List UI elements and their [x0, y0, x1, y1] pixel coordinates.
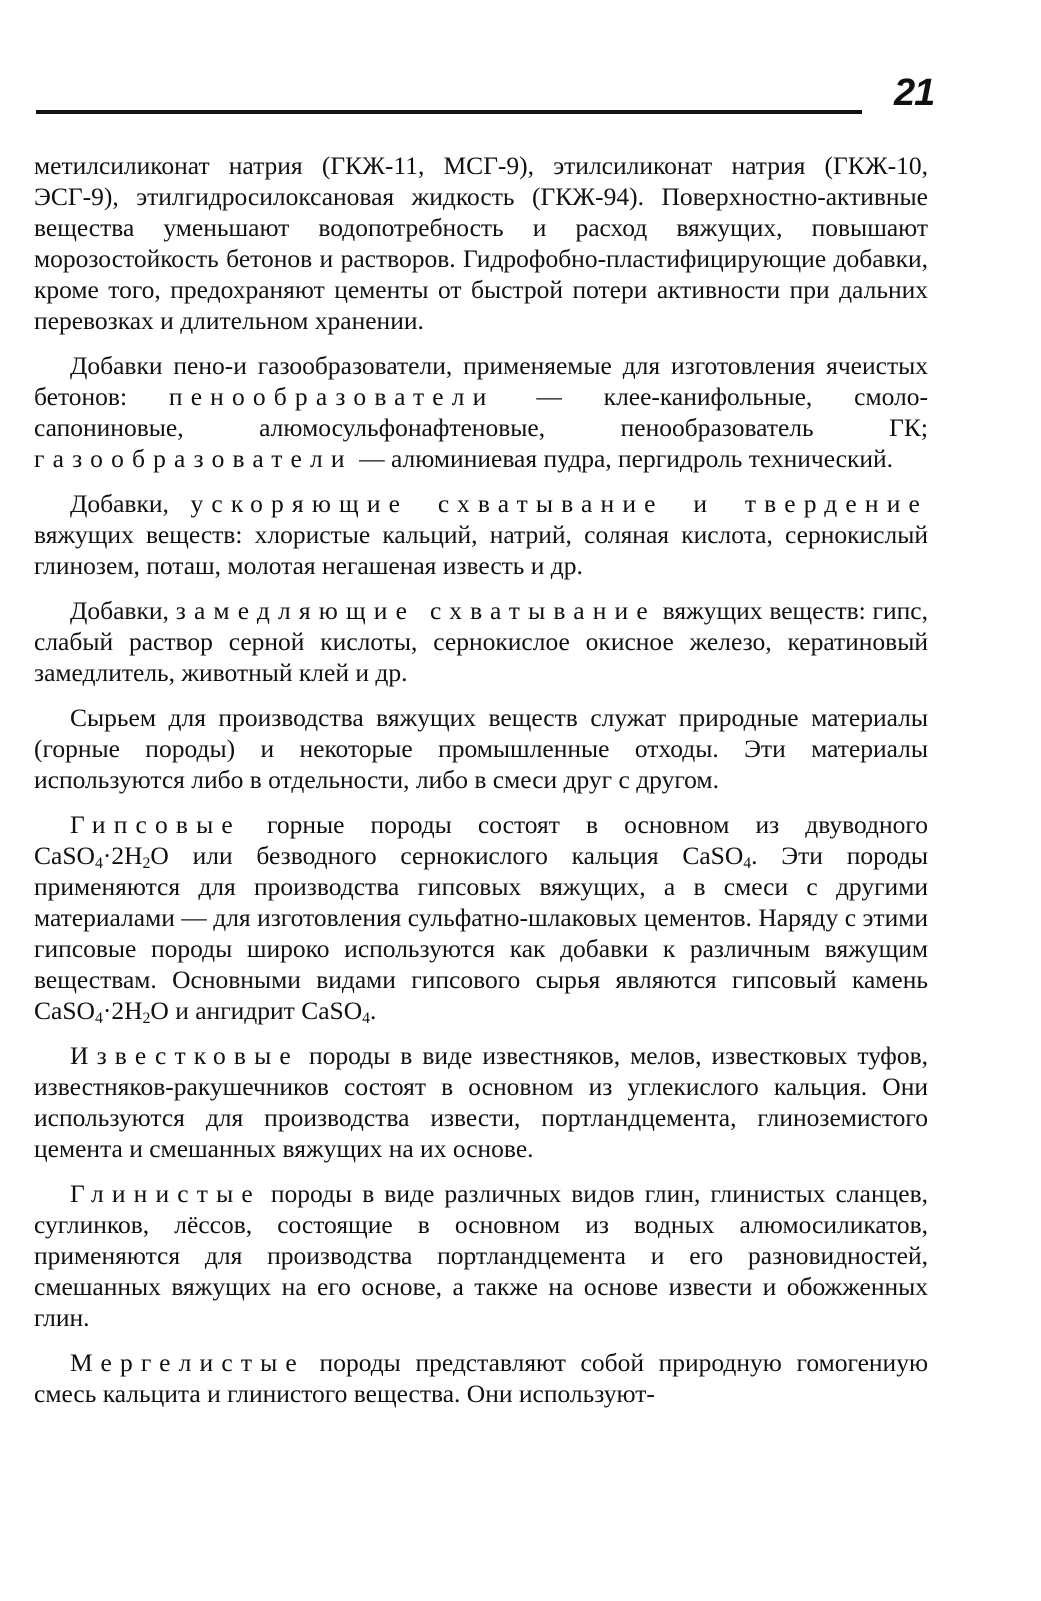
paragraph-2 — [34, 350, 928, 474]
subscript: 4 — [362, 1009, 371, 1027]
text-run: Добавки, — [70, 489, 191, 518]
paragraph-6 — [34, 809, 928, 1026]
paragraph-4 — [34, 595, 928, 688]
text-run: . Эти породы применяются для производства гипсовых вяжущих, а в смеси с другими материалами — для изготовления сульфатно-шлаковых цементов. Наряду с этими гипсовые породы широко используются как добавки к различным вяжущим веществам. Основными видами гипсового сырья являются гипсовый камень CaSO — [34, 841, 928, 1025]
paragraph-5 — [34, 702, 928, 795]
text-run: Добавки пено-и газообразователи, применяемые для изготовления ячеистых бетонов: — [34, 351, 928, 411]
text-run: ·2H — [102, 841, 143, 870]
subscript: 4 — [743, 854, 752, 872]
text-run: вяжущих веществ: гипс, слабый раствор серной кислоты, сернокислое окисное железо, кератиновый замедлитель, животный клей и др. — [34, 596, 928, 687]
subscript: 2 — [142, 1009, 151, 1027]
page-header — [36, 70, 936, 120]
spaced-term: Известковые — [70, 1041, 299, 1070]
paragraph-1 — [34, 150, 928, 336]
text-run: O или безводного сернокислого кальция CaSO — [150, 841, 744, 870]
subscript: 2 — [142, 854, 151, 872]
paragraph-8 — [34, 1178, 928, 1333]
spaced-term: пенообразователи — [168, 382, 495, 411]
text-run: Добавки, — [70, 596, 176, 625]
text-run: породы в виде различных видов глин, глинистых сланцев, суглинков, лёссов, состоящие в основном из водных алюмосиликатов, применяются для производства портландцемента и его разновидностей, смешанных вяжущих на его основе, а также на основе извести и обожженных глин. — [34, 1179, 928, 1332]
text-run: — клее-канифольные, смоло-сапониновые, алюмосульфонафтеновые, пенообразователь ГК; — [34, 382, 928, 442]
text-run: . — [370, 996, 377, 1025]
text-run: горные породы состоят в основном из двуводного CaSO — [34, 810, 928, 870]
paragraph-9 — [34, 1347, 928, 1409]
text-body — [34, 150, 928, 1423]
text-run: вяжущих веществ: хлористые кальций, натрий, соляная кислота, сернокислый глинозем, поташ, молотая негашеная известь и др. — [34, 520, 928, 580]
text-run: метилсиликонат натрия (ГКЖ-11, МСГ-9), этилсиликонат натрия (ГКЖ-10, ЭСГ-9), этилгидросилоксановая жидкость (ГКЖ-94). Поверхностно-активные вещества уменьшают водопотребность и расход вяжущих, повышают морозостойкость бетонов и растворов. Гидрофобно-пластифицирующие добавки, кроме того, предохраняют цементы от быстрой потери активности при дальних перевозках и длительном хранении. — [34, 151, 928, 335]
text-run: породы в виде известняков, мелов, известковых туфов, известняков-ракушечников состоят в основном из углекислого кальция. Они используются для производства извести, портландцемента, глиноземистого цемента и смешанных вяжущих на их основе. — [34, 1041, 928, 1163]
spaced-term: Глинистые — [70, 1179, 261, 1208]
text-run: O и ангидрит CaSO — [150, 996, 363, 1025]
text-run: ·2H — [102, 996, 143, 1025]
spaced-term: замедляющие схватывание — [175, 596, 656, 625]
subscript: 4 — [94, 1009, 103, 1027]
spaced-term: газообразователи — [34, 444, 353, 473]
header-rule — [36, 110, 862, 114]
subscript: 4 — [94, 854, 103, 872]
page-number: 21 — [894, 72, 935, 114]
text-run: — алюминиевая пудра, пергидроль технический. — [352, 444, 894, 473]
text-run: породы представляют собой природную гомогениую смесь кальцита и глинистого вещества. Они используют- — [34, 1348, 928, 1408]
spaced-term: ускоряющие схватывание и твердение — [190, 489, 928, 518]
text-run: Сырьем для производства вяжущих веществ служат природные материалы (горные породы) и некоторые промышленные отходы. Эти материалы используются либо в отдельности, либо в смеси друг с другом. — [34, 703, 928, 794]
spaced-term: Гипсовые — [70, 810, 241, 839]
paragraph-3 — [34, 488, 928, 581]
paragraph-7 — [34, 1040, 928, 1164]
spaced-term: Мергелистые — [70, 1348, 305, 1377]
